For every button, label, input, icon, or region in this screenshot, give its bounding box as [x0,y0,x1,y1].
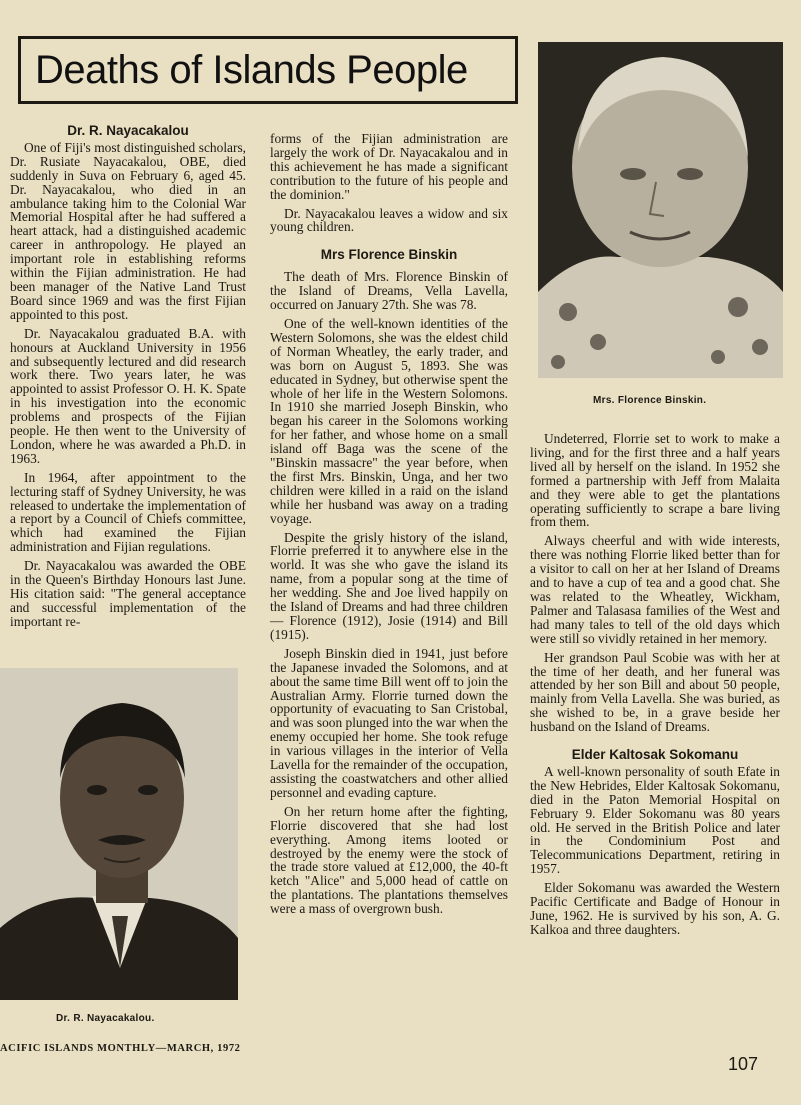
paragraph: Dr. Nayacakalou leaves a widow and six young children. [270,205,508,235]
portrait-nayacakalou [0,668,238,1000]
paragraph: Her grandson Paul Scobie was with her at the time of her death, and her funeral was attended by her son Bill and about 50 people, mainly from Vella Lavella. She was buried, as she wished to be, in a grave beside her husband on the Island of Dreams. [530,649,780,735]
paragraph: Despite the grisly history of the island, Florrie preferred it to anywhere else in the world. It was she who gave the island its name, from a popular song at the time of her wedding. She and Joe lived happily on the Island of Dreams and had three children — Florence (1912), Josie (1914) and Bill (1915). [270,529,508,642]
paragraph: Joseph Binskin died in 1941, just before the Japanese invaded the Solomons, and at about the same time Bill went off to join the Australian Army. Florrie turned down the opportunity of evacuating to San Cristobal, and was soon plunged into the war when the enemy occupied her home. She took refuge in various villages in the interior of Vella Lavella for the remainder of the occupation, assisting the coastwatchers and other allied personnel and evading capture. [270,645,509,800]
page-title: Deaths of Islands People [35,47,468,92]
photo-binskin [538,42,783,378]
paragraph: forms of the Fijian administration are largely the work of Dr. Nayacakalou and in this achievement he has made a significant contribution to the future of his people and the dominion." [270,131,508,202]
column-3 [530,432,780,942]
portrait-binskin [538,42,783,378]
paragraph: Dr. Nayacakalou was awarded the OBE in the Queen's Birthday Honours last June. His citation said: "The general acceptance and successful implementation of the important re- [10,558,246,629]
paragraph: The death of Mrs. Florence Binskin of the Island of Dreams, Vella Lavella, occurred on January 27th. She was 78. [270,269,508,313]
paragraph: On her return home after the fighting, Florrie discovered that she had lost everything. Among items looted or destroyed by the enemy were the stock of the trade store valued at £12,000, the 40-ft ketch "Alice" and 5,000 head of cattle on the plantations. The plantations themselves were a mass of overgrown bush. [270,803,508,917]
paragraph: Undeterred, Florrie set to work to make a living, and for the first three and a half years lived all by herself on the island. In 1952 she formed a partnership with Jeff from Malaita and they were able to get the plantations operating sufficiently to scrape a bare living from them. [530,431,780,530]
column-2 [270,132,508,921]
page-title-box [18,36,518,104]
paragraph: Dr. Nayacakalou graduated B.A. with honours at Auckland University in 1956 and subsequently lectured and did research work there. Two years later, he was appointed to assist Professor O. H. K. Spate in his investigation into the economic problems and prospects of the Fijian people. He then went to the University of London, where he was awarded a Ph.D. in 1963. [10,325,246,466]
column-1 [10,124,246,634]
paragraph: Elder Sokomanu was awarded the Western Pacific Certificate and Badge of Honour in June, 1962. He is survived by his son, A. G. Kalkoa and three daughters. [530,880,780,937]
page-number: 107 [728,1054,759,1074]
paragraph: Always cheerful and with wide interests, there was nothing Florrie liked better than for a visitor to call on her at her Island of Dreams and to have a cup of tea and a good chat. She was related to the Wheatley, Wickham, Palmer and Talasasa families of the West and had many tales to tell of the old days which were still so vividly retained in her memory. [530,533,780,646]
article-heading-nayacakalou: Dr. R. Nayacakalou [67,123,189,138]
article-heading-binskin: Mrs Florence Binskin [320,247,458,263]
caption-nayacakalou: Dr. R. Nayacakalou. [56,1013,155,1024]
caption-binskin: Mrs. Florence Binskin. [593,395,707,406]
article-heading-sokomanu: Elder Kaltosak Sokomanu [571,747,739,763]
photo-nayacakalou [0,668,238,1000]
publication-footer: ACIFIC ISLANDS MONTHLY—MARCH, 1972 [0,1043,241,1054]
paragraph: One of Fiji's most distinguished scholars, Dr. Rusiate Nayacakalou, OBE, died suddenly in Suva on February 6, aged 45. Dr. Nayacakalou, who died in an ambulance taking him to the Colonial War Memorial Hospital after he had suffered a heart attack, had a distinguished academic career in anthropology. He played an important role in establishing reforms within the Fijian administration. He had been manager of the Native Land Trust Board since 1969 and was the first Fijian appointed to this post. [10,139,246,322]
paragraph: A well-known personality of south Efate in the New Hebrides, Elder Kaltosak Sokomanu, died in the Paton Memorial Hospital on February 9. Elder Sokomanu was 80 years old. He served in the British Police and later in the Condominium Post and Telecommunications Department, retiring in 1957. [530,763,780,877]
paragraph: In 1964, after appointment to the lecturing staff of Sydney University, he was released to undertake the implementation of a report by a Council of Chiefs committee, which had examined the Fijian administration and Fijian regulations. [10,469,246,555]
paragraph: One of the well-known identities of the Western Solomons, she was the eldest child of Norman Wheatley, the early trader, and was born on August 5, 1893. She was educated in Sydney, but otherwise spent the whole of her life in the Western Solomons. In 1910 she married Joseph Binskin, who began his career in the Solomons working for her father, and whose home on a small island off Baga was the scene of the "Binskin massacre" the year before, when the first Mrs. Binskin, Unga, and her two children were killed in a raid on the island while her husband was away on a trading voyage. [270,315,508,526]
